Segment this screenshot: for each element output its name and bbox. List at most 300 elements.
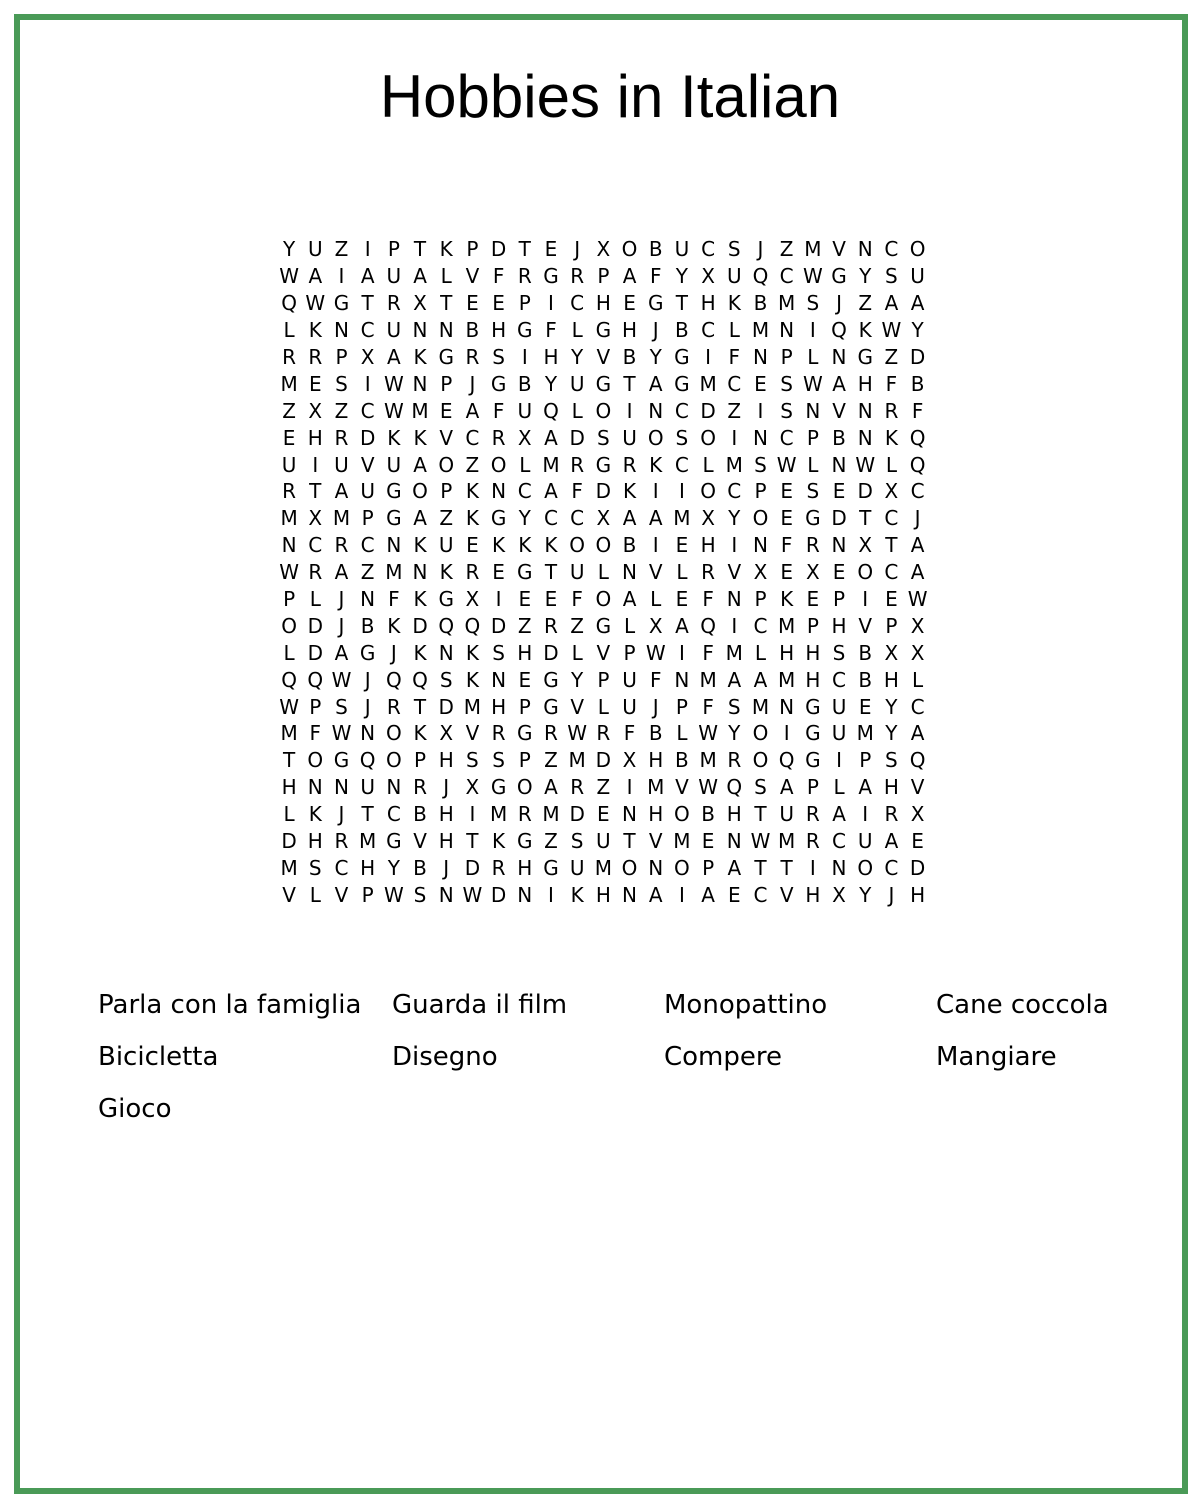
grid-letter[interactable]: H xyxy=(491,318,507,343)
grid-letter[interactable]: D xyxy=(857,479,873,504)
grid-letter[interactable]: O xyxy=(385,748,402,773)
grid-letter[interactable]: G xyxy=(674,371,690,396)
grid-letter[interactable]: D xyxy=(490,882,507,907)
grid-letter[interactable]: T xyxy=(282,748,296,773)
grid-letter[interactable]: S xyxy=(780,371,793,396)
grid-letter[interactable]: M xyxy=(699,748,717,773)
grid-letter[interactable]: A xyxy=(622,264,637,289)
grid-letter[interactable]: W xyxy=(698,721,718,746)
grid-letter[interactable]: U xyxy=(281,452,297,477)
grid-letter[interactable]: Q xyxy=(385,667,402,692)
grid-letter[interactable]: F xyxy=(545,318,557,343)
grid-letter[interactable]: I xyxy=(548,882,554,907)
grid-letter[interactable]: U xyxy=(726,264,742,289)
grid-letter[interactable]: B xyxy=(910,371,925,396)
grid-letter[interactable]: T xyxy=(544,560,558,585)
grid-letter[interactable]: M xyxy=(280,855,298,880)
grid-letter[interactable]: X xyxy=(596,237,611,262)
grid-letter[interactable]: N xyxy=(412,371,428,396)
grid-letter[interactable]: V xyxy=(334,882,349,907)
grid-letter[interactable]: H xyxy=(307,829,323,854)
grid-letter[interactable]: N xyxy=(752,533,768,558)
grid-letter[interactable]: W xyxy=(383,398,404,423)
grid-letter[interactable]: U xyxy=(596,829,611,854)
grid-letter[interactable]: D xyxy=(464,855,481,880)
grid-letter[interactable]: Q xyxy=(700,613,716,638)
grid-letter[interactable]: N xyxy=(726,587,742,612)
grid-letter[interactable]: I xyxy=(364,237,371,262)
grid-letter[interactable]: Q xyxy=(752,264,769,289)
grid-letter[interactable]: M xyxy=(778,667,796,692)
grid-letter[interactable]: L xyxy=(807,452,819,477)
grid-letter[interactable]: S xyxy=(492,640,505,665)
grid-letter[interactable]: L xyxy=(807,345,819,369)
grid-letter[interactable]: Y xyxy=(387,855,400,880)
grid-letter[interactable]: I xyxy=(652,533,659,558)
grid-letter[interactable]: A xyxy=(387,345,401,369)
grid-letter[interactable]: C xyxy=(753,613,768,638)
grid-letter[interactable]: K xyxy=(439,237,453,262)
grid-letter[interactable]: J xyxy=(338,587,345,612)
grid-letter[interactable]: M xyxy=(594,855,612,880)
grid-letter[interactable]: H xyxy=(700,533,716,558)
grid-letter[interactable]: G xyxy=(543,694,559,719)
grid-letter[interactable]: H xyxy=(883,667,899,692)
grid-letter[interactable]: U xyxy=(831,694,847,719)
grid-letter[interactable]: A xyxy=(648,882,663,907)
grid-letter[interactable]: U xyxy=(622,694,637,719)
grid-letter[interactable]: K xyxy=(413,721,427,746)
grid-letter[interactable]: Z xyxy=(858,291,873,316)
grid-letter[interactable]: R xyxy=(884,802,899,827)
grid-letter[interactable]: U xyxy=(857,829,873,854)
grid-letter[interactable]: W xyxy=(383,882,404,907)
grid-letter[interactable]: N xyxy=(491,667,507,692)
grid-letter[interactable]: R xyxy=(386,694,401,719)
grid-letter[interactable]: J xyxy=(338,613,345,638)
grid-letter[interactable]: M xyxy=(542,452,560,477)
grid-letter[interactable]: I xyxy=(862,802,869,827)
grid-letter[interactable]: N xyxy=(648,855,664,880)
grid-letter[interactable]: G xyxy=(359,640,376,665)
grid-letter[interactable]: R xyxy=(805,533,820,558)
grid-letter[interactable]: V xyxy=(439,425,454,450)
grid-letter[interactable]: D xyxy=(909,345,926,369)
grid-letter[interactable]: M xyxy=(673,506,691,531)
grid-letter[interactable]: G xyxy=(517,829,533,854)
grid-letter[interactable]: K xyxy=(387,425,401,450)
grid-letter[interactable]: X xyxy=(832,882,846,907)
grid-letter[interactable]: P xyxy=(859,748,872,773)
grid-letter[interactable]: W xyxy=(802,371,823,396)
grid-letter[interactable]: C xyxy=(517,479,532,504)
grid-letter[interactable]: L xyxy=(597,694,609,719)
grid-letter[interactable]: R xyxy=(308,345,323,369)
grid-letter[interactable]: H xyxy=(595,291,611,316)
grid-letter[interactable]: X xyxy=(465,775,480,800)
grid-letter[interactable]: N xyxy=(412,318,428,343)
grid-letter[interactable]: C xyxy=(465,425,480,450)
grid-letter[interactable]: U xyxy=(360,479,375,504)
grid-letter[interactable]: K xyxy=(465,667,479,692)
grid-letter[interactable]: E xyxy=(754,371,767,396)
grid-letter[interactable]: C xyxy=(360,533,375,558)
grid-letter[interactable]: R xyxy=(386,291,401,316)
grid-letter[interactable]: V xyxy=(858,613,873,638)
grid-letter[interactable]: M xyxy=(411,398,429,423)
grid-letter[interactable]: K xyxy=(492,829,506,854)
grid-letter[interactable]: Z xyxy=(884,345,899,369)
grid-letter[interactable]: K xyxy=(727,291,741,316)
grid-letter[interactable]: M xyxy=(542,802,560,827)
grid-letter[interactable]: X xyxy=(308,506,323,531)
grid-letter[interactable]: A xyxy=(648,371,663,396)
grid-letter[interactable]: S xyxy=(466,748,479,773)
grid-letter[interactable]: F xyxy=(702,587,714,612)
grid-letter[interactable]: T xyxy=(518,237,531,262)
grid-letter[interactable]: C xyxy=(334,855,349,880)
grid-letter[interactable]: M xyxy=(463,694,482,719)
grid-letter[interactable]: F xyxy=(571,587,583,612)
grid-letter[interactable]: A xyxy=(884,291,899,316)
grid-letter[interactable]: H xyxy=(883,775,899,800)
grid-letter[interactable]: L xyxy=(571,398,583,423)
grid-letter[interactable]: X xyxy=(517,425,532,450)
grid-letter[interactable]: O xyxy=(595,587,612,612)
grid-letter[interactable]: H xyxy=(726,802,742,827)
grid-letter[interactable]: A xyxy=(622,587,637,612)
grid-letter[interactable]: E xyxy=(675,587,689,612)
grid-letter[interactable]: E xyxy=(885,587,898,612)
grid-letter[interactable]: A xyxy=(334,560,349,585)
grid-letter[interactable]: N xyxy=(360,587,376,612)
grid-letter[interactable]: V xyxy=(779,882,794,907)
grid-letter[interactable]: I xyxy=(731,425,738,450)
grid-letter[interactable]: D xyxy=(700,398,716,423)
grid-letter[interactable]: R xyxy=(544,721,558,746)
grid-letter[interactable]: G xyxy=(831,264,847,289)
grid-letter[interactable]: A xyxy=(910,560,925,585)
grid-letter[interactable]: M xyxy=(489,802,508,827)
grid-letter[interactable]: X xyxy=(753,560,768,585)
grid-letter[interactable]: R xyxy=(805,802,820,827)
grid-letter[interactable]: N xyxy=(857,237,873,262)
grid-letter[interactable]: W xyxy=(907,587,928,612)
grid-letter[interactable]: G xyxy=(805,694,821,719)
grid-letter[interactable]: O xyxy=(674,855,690,880)
grid-letter[interactable]: I xyxy=(338,264,345,289)
grid-letter[interactable]: U xyxy=(622,667,637,692)
grid-letter[interactable]: O xyxy=(281,613,297,638)
grid-letter[interactable]: D xyxy=(281,829,297,854)
grid-letter[interactable]: S xyxy=(727,694,741,719)
grid-letter[interactable]: H xyxy=(857,371,873,396)
grid-letter[interactable]: X xyxy=(622,748,637,773)
grid-letter[interactable]: A xyxy=(360,264,375,289)
grid-letter[interactable]: R xyxy=(491,721,506,746)
grid-letter[interactable]: O xyxy=(385,721,402,746)
grid-letter[interactable]: P xyxy=(414,748,427,773)
grid-letter[interactable]: E xyxy=(466,533,479,558)
grid-letter[interactable]: X xyxy=(439,721,454,746)
grid-letter[interactable]: J xyxy=(836,291,842,316)
grid-letter[interactable]: T xyxy=(413,237,427,262)
grid-letter[interactable]: R xyxy=(491,855,506,880)
grid-letter[interactable]: L xyxy=(571,318,583,343)
grid-letter[interactable]: Y xyxy=(571,345,584,369)
grid-letter[interactable]: W xyxy=(802,264,823,289)
grid-letter[interactable]: O xyxy=(307,748,324,773)
grid-letter[interactable]: A xyxy=(413,264,427,289)
grid-letter[interactable]: W xyxy=(698,775,718,800)
grid-letter[interactable]: X xyxy=(910,802,925,827)
grid-letter[interactable]: G xyxy=(333,291,350,316)
grid-letter[interactable]: O xyxy=(490,452,507,477)
grid-letter[interactable]: A xyxy=(622,506,637,531)
grid-letter[interactable]: L xyxy=(912,667,924,692)
grid-letter[interactable]: M xyxy=(856,721,874,746)
grid-letter[interactable]: Q xyxy=(909,452,926,477)
grid-letter[interactable]: D xyxy=(412,613,428,638)
grid-letter[interactable]: N xyxy=(412,560,428,585)
grid-letter[interactable]: Z xyxy=(727,398,742,423)
grid-letter[interactable]: W xyxy=(279,694,299,719)
grid-letter[interactable]: R xyxy=(334,829,349,854)
grid-letter[interactable]: G xyxy=(490,371,507,396)
grid-letter[interactable]: Q xyxy=(778,748,795,773)
grid-letter[interactable]: E xyxy=(544,587,558,612)
grid-letter[interactable]: Z xyxy=(544,748,558,773)
grid-letter[interactable]: J xyxy=(888,882,895,907)
grid-letter[interactable]: P xyxy=(623,640,636,665)
grid-letter[interactable]: N xyxy=(831,855,847,880)
grid-letter[interactable]: D xyxy=(307,613,323,638)
grid-letter[interactable]: A xyxy=(858,775,873,800)
grid-letter[interactable]: K xyxy=(518,533,532,558)
grid-letter[interactable]: O xyxy=(909,237,926,262)
grid-letter[interactable]: M xyxy=(359,829,377,854)
grid-letter[interactable]: I xyxy=(626,398,633,423)
grid-letter[interactable]: H xyxy=(779,640,795,665)
grid-letter[interactable]: H xyxy=(517,640,533,665)
grid-letter[interactable]: R xyxy=(544,613,558,638)
grid-letter[interactable]: O xyxy=(621,237,638,262)
grid-letter[interactable]: D xyxy=(831,506,847,531)
grid-letter[interactable]: X xyxy=(884,479,899,504)
grid-letter[interactable]: S xyxy=(754,775,767,800)
grid-letter[interactable]: O xyxy=(569,533,586,558)
grid-letter[interactable]: A xyxy=(753,667,768,692)
grid-letter[interactable]: N xyxy=(281,533,297,558)
grid-letter[interactable]: H xyxy=(648,802,664,827)
grid-letter[interactable]: C xyxy=(884,237,899,262)
grid-letter[interactable]: X xyxy=(701,506,715,531)
grid-letter[interactable]: Z xyxy=(465,452,480,477)
grid-letter[interactable]: E xyxy=(597,802,610,827)
grid-letter[interactable]: C xyxy=(360,318,375,343)
grid-letter[interactable]: K xyxy=(492,533,506,558)
grid-letter[interactable]: O xyxy=(700,425,716,450)
grid-letter[interactable]: G xyxy=(438,587,454,612)
grid-letter[interactable]: R xyxy=(517,264,532,289)
grid-letter[interactable]: K xyxy=(413,533,427,558)
grid-letter[interactable]: I xyxy=(731,613,738,638)
grid-letter[interactable]: E xyxy=(282,425,296,450)
grid-letter[interactable]: M xyxy=(699,667,717,692)
grid-letter[interactable]: A xyxy=(910,721,925,746)
grid-letter[interactable]: J xyxy=(364,694,371,719)
grid-letter[interactable]: Y xyxy=(282,237,296,262)
grid-letter[interactable]: Y xyxy=(544,371,558,396)
grid-letter[interactable]: P xyxy=(335,345,348,369)
grid-letter[interactable]: Y xyxy=(859,882,872,907)
grid-letter[interactable]: S xyxy=(413,882,427,907)
grid-letter[interactable]: P xyxy=(754,587,767,612)
grid-letter[interactable]: B xyxy=(675,748,689,773)
grid-letter[interactable]: Z xyxy=(544,829,558,854)
grid-letter[interactable]: T xyxy=(466,829,479,854)
grid-letter[interactable]: G xyxy=(805,721,821,746)
grid-letter[interactable]: D xyxy=(438,694,454,719)
grid-letter[interactable]: T xyxy=(859,506,872,531)
grid-letter[interactable]: P xyxy=(387,237,400,262)
grid-letter[interactable]: M xyxy=(725,452,743,477)
grid-letter[interactable]: J xyxy=(390,640,397,665)
grid-letter[interactable]: O xyxy=(412,479,428,504)
grid-letter[interactable]: S xyxy=(806,291,820,316)
grid-letter[interactable]: A xyxy=(701,882,715,907)
grid-letter[interactable]: X xyxy=(910,640,925,665)
grid-letter[interactable]: N xyxy=(831,345,847,369)
grid-letter[interactable]: E xyxy=(518,587,532,612)
grid-letter[interactable]: J xyxy=(652,318,659,343)
grid-letter[interactable]: Q xyxy=(543,398,559,423)
grid-letter[interactable]: W xyxy=(383,371,404,396)
grid-letter[interactable]: X xyxy=(413,291,427,316)
grid-letter[interactable]: V xyxy=(413,829,427,854)
grid-letter[interactable]: K xyxy=(465,640,479,665)
grid-letter[interactable]: H xyxy=(595,882,611,907)
grid-letter[interactable]: V xyxy=(832,398,846,423)
grid-letter[interactable]: Q xyxy=(281,667,297,692)
grid-letter[interactable]: B xyxy=(648,721,663,746)
grid-letter[interactable]: P xyxy=(806,775,819,800)
grid-letter[interactable]: J xyxy=(443,855,450,880)
grid-letter[interactable]: C xyxy=(570,506,585,531)
grid-letter[interactable]: Y xyxy=(885,721,898,746)
grid-letter[interactable]: H xyxy=(831,613,847,638)
grid-letter[interactable]: K xyxy=(649,452,663,477)
grid-letter[interactable]: Y xyxy=(675,264,689,289)
grid-letter[interactable]: P xyxy=(806,613,819,638)
grid-letter[interactable]: P xyxy=(885,613,898,638)
grid-letter[interactable]: B xyxy=(622,533,637,558)
grid-letter[interactable]: O xyxy=(857,855,874,880)
grid-letter[interactable]: B xyxy=(622,345,637,369)
grid-letter[interactable]: I xyxy=(548,291,554,316)
grid-letter[interactable]: U xyxy=(360,775,375,800)
grid-letter[interactable]: J xyxy=(364,667,371,692)
grid-letter[interactable]: G xyxy=(674,345,690,369)
grid-letter[interactable]: E xyxy=(701,829,715,854)
grid-letter[interactable]: G xyxy=(595,371,612,396)
grid-letter[interactable]: T xyxy=(754,802,767,827)
grid-letter[interactable]: F xyxy=(649,667,662,692)
grid-letter[interactable]: K xyxy=(465,479,479,504)
grid-letter[interactable]: J xyxy=(652,694,659,719)
grid-letter[interactable]: S xyxy=(780,398,793,423)
grid-letter[interactable]: L xyxy=(650,587,662,612)
grid-letter[interactable]: A xyxy=(544,425,558,450)
grid-letter[interactable]: R xyxy=(570,775,585,800)
grid-letter[interactable]: W xyxy=(331,721,352,746)
grid-letter[interactable]: R xyxy=(413,775,427,800)
grid-letter[interactable]: G xyxy=(386,829,402,854)
grid-letter[interactable]: Q xyxy=(909,748,926,773)
grid-letter[interactable]: Z xyxy=(517,613,532,638)
grid-letter[interactable]: G xyxy=(595,452,612,477)
grid-letter[interactable]: A xyxy=(413,452,427,477)
grid-letter[interactable]: N xyxy=(307,775,323,800)
grid-letter[interactable]: J xyxy=(469,371,476,396)
grid-letter[interactable]: G xyxy=(386,506,402,531)
grid-letter[interactable]: C xyxy=(570,291,585,316)
grid-letter[interactable]: N xyxy=(779,694,795,719)
grid-letter[interactable]: H xyxy=(805,667,821,692)
grid-letter[interactable]: N xyxy=(333,775,349,800)
grid-letter[interactable]: F xyxy=(492,264,505,289)
grid-letter[interactable]: B xyxy=(675,318,689,343)
grid-letter[interactable]: R xyxy=(570,264,585,289)
grid-letter[interactable]: V xyxy=(648,829,663,854)
grid-letter[interactable]: I xyxy=(652,479,659,504)
grid-letter[interactable]: U xyxy=(569,855,585,880)
grid-letter[interactable]: S xyxy=(727,237,741,262)
grid-letter[interactable]: I xyxy=(312,452,319,477)
grid-letter[interactable]: H xyxy=(543,345,559,369)
grid-letter[interactable]: H xyxy=(700,291,716,316)
grid-letter[interactable]: E xyxy=(492,291,505,316)
grid-letter[interactable]: T xyxy=(623,371,636,396)
grid-letter[interactable]: F xyxy=(728,345,741,369)
grid-letter[interactable]: N xyxy=(779,318,795,343)
grid-letter[interactable]: M xyxy=(332,506,351,531)
grid-letter[interactable]: F xyxy=(388,587,400,612)
grid-letter[interactable]: P xyxy=(754,479,767,504)
grid-letter[interactable]: U xyxy=(386,264,402,289)
grid-letter[interactable]: P xyxy=(675,694,688,719)
grid-letter[interactable]: I xyxy=(626,775,633,800)
grid-letter[interactable]: G xyxy=(595,613,612,638)
grid-letter[interactable]: M xyxy=(568,748,586,773)
grid-letter[interactable]: C xyxy=(727,371,742,396)
grid-letter[interactable]: M xyxy=(778,829,796,854)
grid-letter[interactable]: L xyxy=(623,613,636,638)
grid-letter[interactable]: O xyxy=(438,452,455,477)
grid-letter[interactable]: M xyxy=(778,613,796,638)
grid-letter[interactable]: M xyxy=(280,721,298,746)
grid-letter[interactable]: I xyxy=(364,371,371,396)
grid-letter[interactable]: O xyxy=(752,721,769,746)
grid-letter[interactable]: E xyxy=(544,237,558,262)
grid-letter[interactable]: D xyxy=(569,802,585,827)
grid-letter[interactable]: K xyxy=(465,506,479,531)
grid-letter[interactable]: G xyxy=(543,667,559,692)
grid-letter[interactable]: J xyxy=(443,775,450,800)
grid-letter[interactable]: C xyxy=(884,855,899,880)
grid-letter[interactable]: E xyxy=(623,291,636,316)
grid-letter[interactable]: L xyxy=(833,775,845,800)
